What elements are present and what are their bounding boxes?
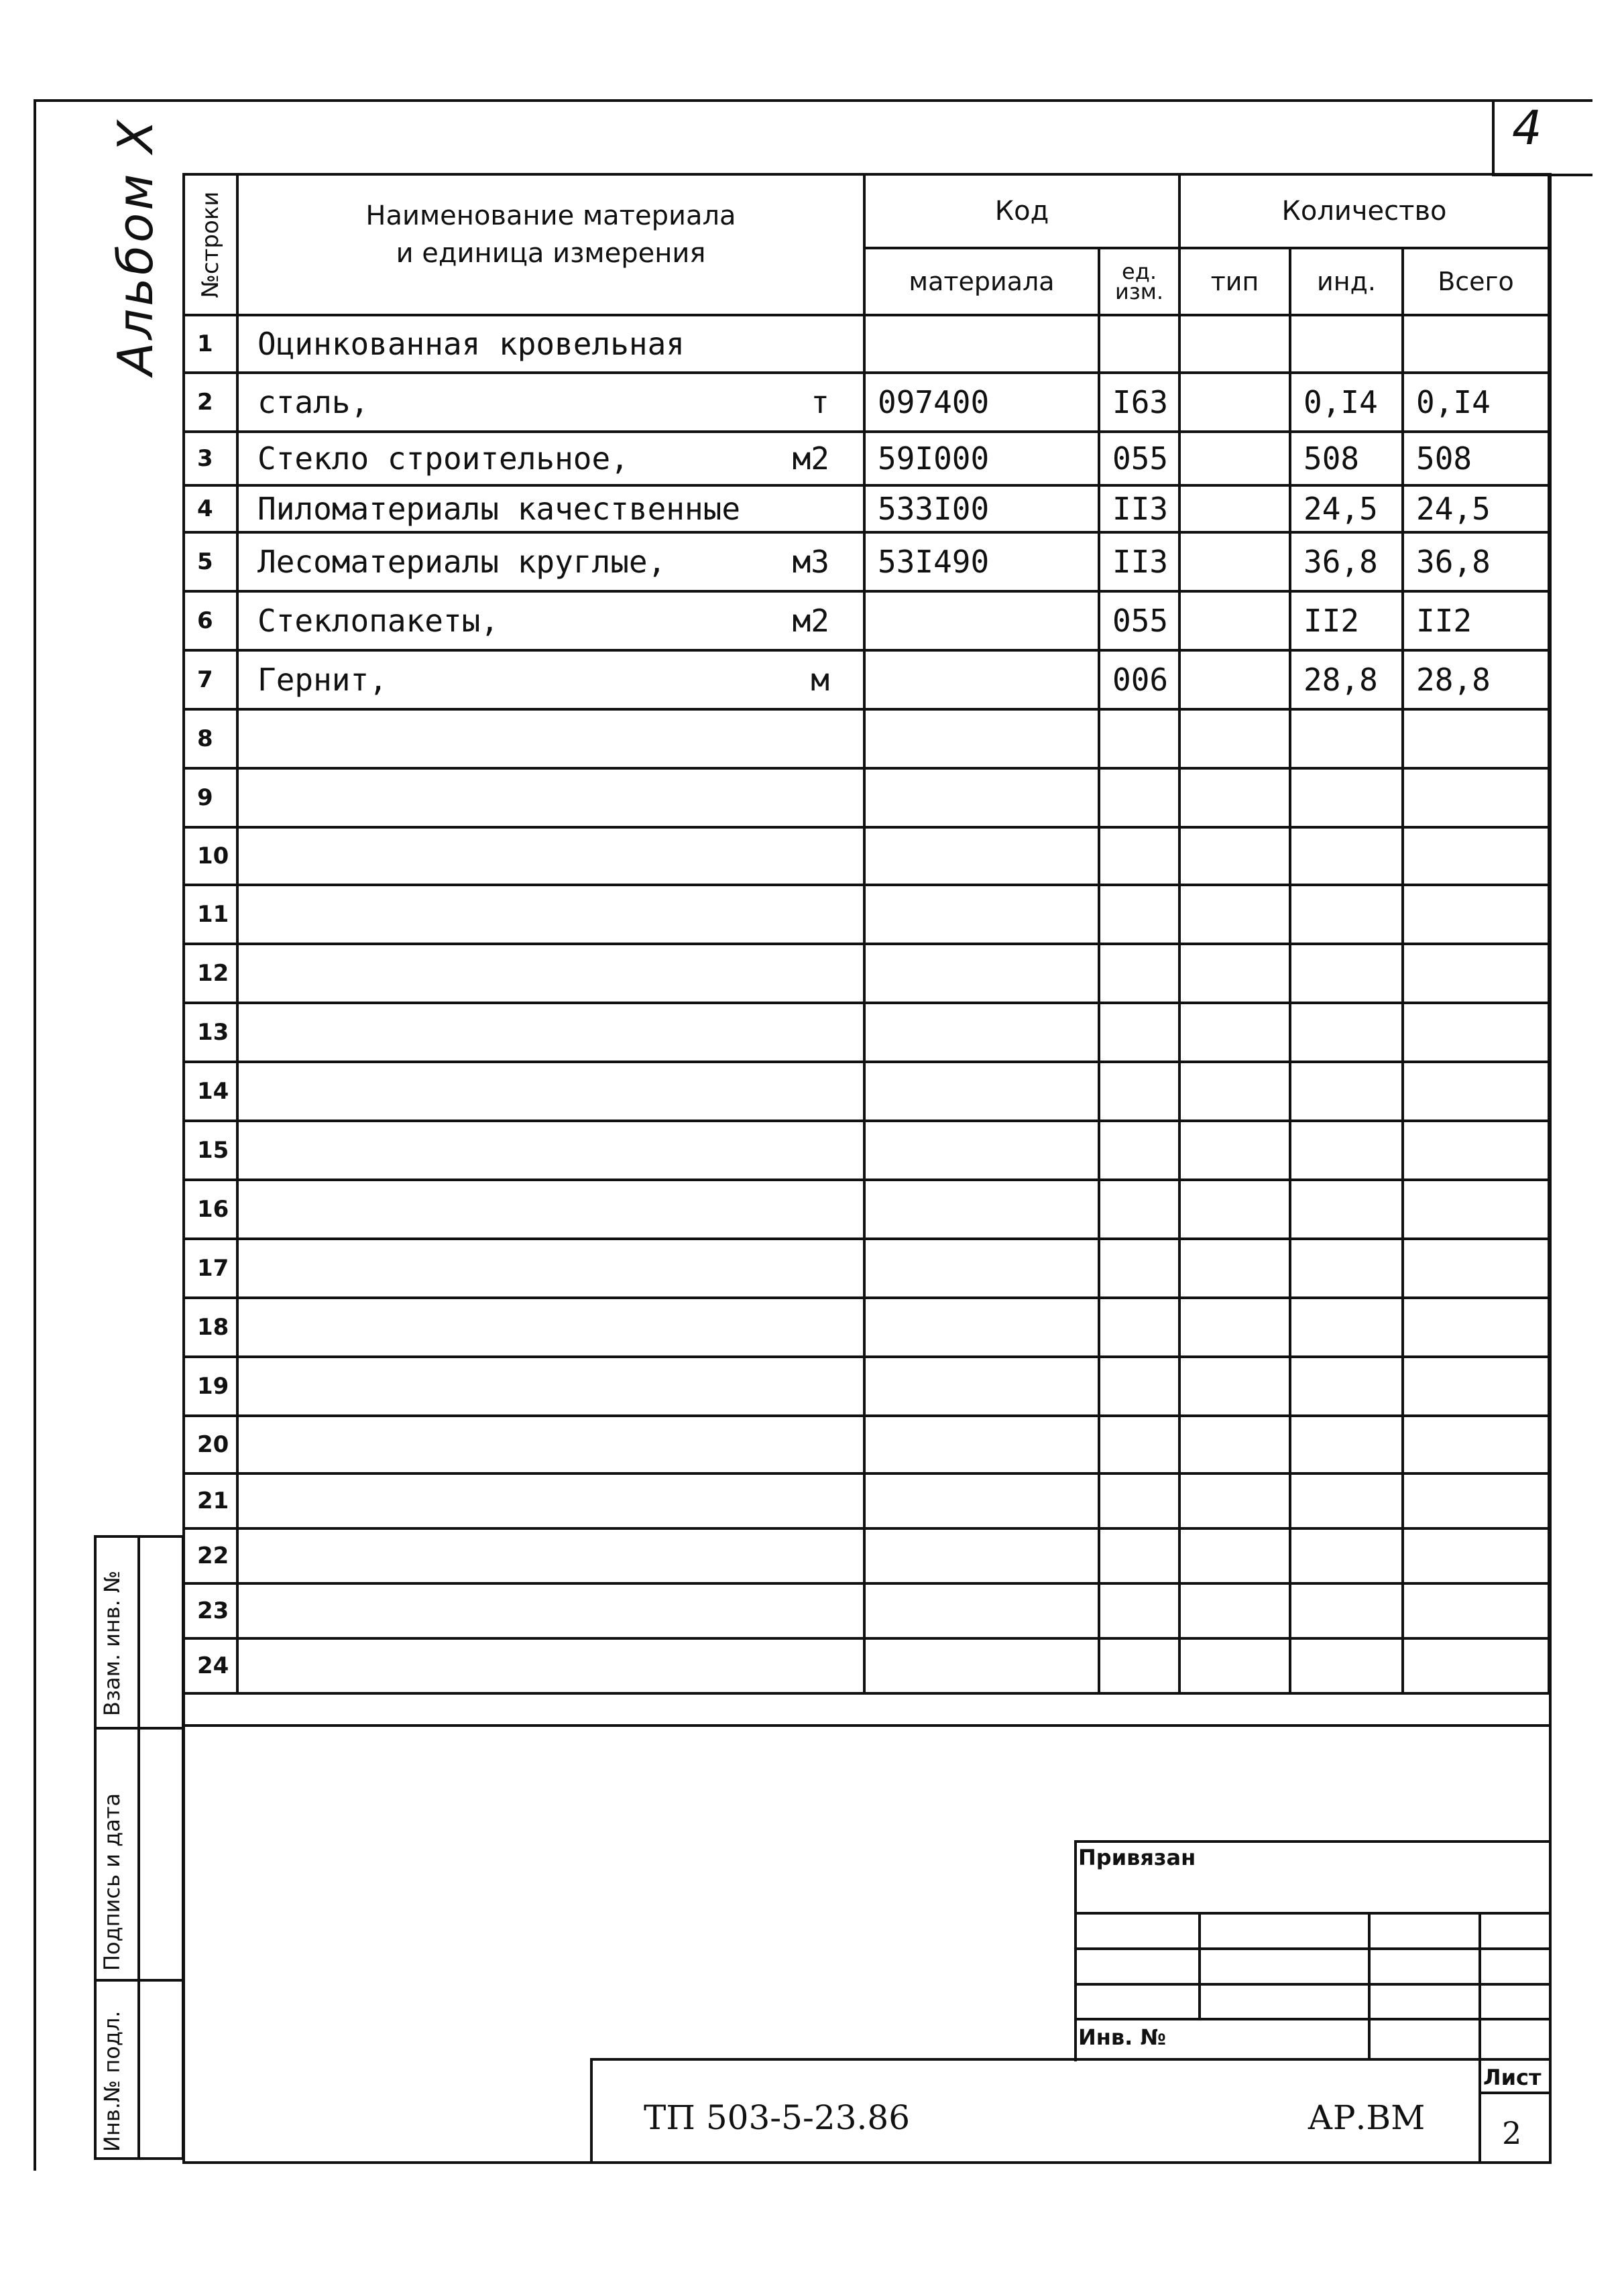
material-code: 53I490	[864, 532, 1099, 591]
row-number: 9	[184, 768, 237, 827]
header-ind: инд.	[1290, 248, 1403, 315]
type-qty	[1179, 432, 1290, 485]
material-name-text: Лесоматериалы круглые,	[257, 544, 666, 580]
material-unit: т	[811, 384, 829, 420]
material-name-text: Оцинкованная кровельная	[257, 326, 685, 362]
table-row	[184, 709, 1549, 768]
table-row	[184, 1416, 1549, 1473]
type-qty	[1179, 1638, 1290, 1693]
material-name	[237, 1003, 864, 1062]
material-code: 097400	[864, 373, 1099, 432]
material-name	[237, 885, 864, 944]
unit-code	[1099, 709, 1179, 768]
header-quantity: Количество	[1179, 174, 1549, 248]
type-qty	[1179, 1528, 1290, 1583]
table-row	[184, 944, 1549, 1003]
total-qty: II2	[1403, 591, 1549, 650]
total-qty	[1403, 768, 1549, 827]
tb-vline-1	[1074, 1840, 1077, 2061]
material-name	[237, 1416, 864, 1473]
row-number: 11	[184, 885, 237, 944]
unit-code	[1099, 1298, 1179, 1357]
type-qty	[1179, 1473, 1290, 1528]
header-material-code: материала	[864, 248, 1099, 315]
side-divider	[137, 1535, 140, 2160]
row-number: 13	[184, 1003, 237, 1062]
unit-code	[1099, 1062, 1179, 1121]
row-number: 23	[184, 1583, 237, 1638]
material-name-text: Стекло строительное,	[257, 440, 629, 477]
material-name	[237, 532, 864, 591]
tb-vline-2	[1198, 1912, 1201, 2018]
table-row	[184, 1180, 1549, 1239]
material-name	[237, 1638, 864, 1693]
unit-code	[1099, 1121, 1179, 1180]
unit-code: 055	[1099, 432, 1179, 485]
table-bottom-line	[182, 1724, 1550, 1727]
ind-qty: 508	[1290, 432, 1403, 485]
material-name	[237, 650, 864, 709]
total-qty	[1403, 1003, 1549, 1062]
material-code	[864, 1121, 1099, 1180]
total-qty	[1403, 1473, 1549, 1528]
material-unit: м	[811, 662, 829, 698]
unit-code	[1099, 1638, 1179, 1693]
row-number: 4	[184, 485, 237, 532]
row-number: 22	[184, 1528, 237, 1583]
type-qty	[1179, 1180, 1290, 1239]
ind-qty: 36,8	[1290, 532, 1403, 591]
unit-code	[1099, 1239, 1179, 1298]
material-code	[864, 315, 1099, 373]
row-number: 16	[184, 1180, 237, 1239]
ind-qty: 28,8	[1290, 650, 1403, 709]
total-qty	[1403, 1528, 1549, 1583]
total-qty	[1403, 709, 1549, 768]
table-row	[184, 532, 1549, 591]
ind-qty	[1290, 709, 1403, 768]
table-row	[184, 650, 1549, 709]
type-qty	[1179, 315, 1290, 373]
material-name	[237, 591, 864, 650]
ind-qty: 24,5	[1290, 485, 1403, 532]
total-qty	[1403, 1357, 1549, 1416]
header-type: тип	[1179, 248, 1290, 315]
total-qty	[1403, 944, 1549, 1003]
unit-code	[1099, 1473, 1179, 1528]
unit-code: 006	[1099, 650, 1179, 709]
material-name	[237, 1298, 864, 1357]
material-name	[237, 827, 864, 885]
material-code	[864, 885, 1099, 944]
total-qty	[1403, 1239, 1549, 1298]
row-number: 7	[184, 650, 237, 709]
row-number: 10	[184, 827, 237, 885]
material-code	[864, 1528, 1099, 1583]
ind-qty	[1290, 315, 1403, 373]
row-number: 24	[184, 1638, 237, 1693]
unit-code	[1099, 885, 1179, 944]
material-name	[237, 944, 864, 1003]
tb-hline-main	[590, 2058, 1552, 2061]
material-code	[864, 1473, 1099, 1528]
total-qty	[1403, 885, 1549, 944]
material-code	[864, 1062, 1099, 1121]
row-number: 14	[184, 1062, 237, 1121]
type-qty	[1179, 885, 1290, 944]
table-row	[184, 591, 1549, 650]
material-code: 533I00	[864, 485, 1099, 532]
material-code	[864, 1003, 1099, 1062]
table-row	[184, 1638, 1549, 1693]
material-name	[237, 1121, 864, 1180]
header-total: Всего	[1403, 248, 1549, 315]
document-mark: АР.ВМ	[1308, 2098, 1426, 2137]
type-qty	[1179, 1239, 1290, 1298]
ind-qty	[1290, 1062, 1403, 1121]
ind-qty	[1290, 885, 1403, 944]
header-material-name: Наименование материала и единица измерения	[237, 174, 864, 315]
total-qty: 24,5	[1403, 485, 1549, 532]
material-name	[237, 768, 864, 827]
ind-qty	[1290, 1473, 1403, 1528]
row-number: 18	[184, 1298, 237, 1357]
material-code	[864, 1583, 1099, 1638]
unit-code: II3	[1099, 485, 1179, 532]
table-row	[184, 432, 1549, 485]
material-unit: м2	[792, 440, 829, 477]
type-qty	[1179, 373, 1290, 432]
page-number-box	[1492, 99, 1592, 176]
ind-qty	[1290, 1583, 1403, 1638]
type-qty	[1179, 591, 1290, 650]
right-border	[1549, 173, 1552, 2164]
material-name	[237, 1357, 864, 1416]
material-name	[237, 432, 864, 485]
ind-qty	[1290, 1638, 1403, 1693]
material-code	[864, 944, 1099, 1003]
type-qty	[1179, 1357, 1290, 1416]
page-number: 4	[1512, 101, 1542, 156]
material-name-text: сталь,	[257, 384, 369, 420]
type-qty	[1179, 768, 1290, 827]
sheet-number: 2	[1502, 2115, 1522, 2151]
ind-qty	[1290, 1180, 1403, 1239]
material-unit: м2	[792, 603, 829, 639]
row-number: 21	[184, 1473, 237, 1528]
ind-qty	[1290, 1416, 1403, 1473]
material-name	[237, 485, 864, 532]
inv-no-label: Инв. №	[1078, 2025, 1166, 2050]
row-number: 1	[184, 315, 237, 373]
unit-code	[1099, 1416, 1179, 1473]
table-row	[184, 1062, 1549, 1121]
ind-qty	[1290, 768, 1403, 827]
row-number: 19	[184, 1357, 237, 1416]
ind-qty	[1290, 1298, 1403, 1357]
type-qty	[1179, 1003, 1290, 1062]
ind-qty	[1290, 1003, 1403, 1062]
row-number: 15	[184, 1121, 237, 1180]
material-name	[237, 709, 864, 768]
side-label-vzam: Взам. инв. №	[99, 1570, 125, 1716]
sheet-label: Лист	[1483, 2065, 1542, 2090]
type-qty	[1179, 944, 1290, 1003]
type-qty	[1179, 485, 1290, 532]
row-number: 17	[184, 1239, 237, 1298]
type-qty	[1179, 709, 1290, 768]
unit-code: 055	[1099, 591, 1179, 650]
material-code	[864, 1357, 1099, 1416]
ind-qty: 0,I4	[1290, 373, 1403, 432]
total-qty	[1403, 315, 1549, 373]
type-qty	[1179, 1298, 1290, 1357]
left-inner-border	[182, 173, 185, 2164]
material-code	[864, 827, 1099, 885]
unit-code	[1099, 1180, 1179, 1239]
tb-hline-1	[1074, 1840, 1552, 1843]
total-qty: 508	[1403, 432, 1549, 485]
material-name	[237, 315, 864, 373]
unit-code: I63	[1099, 373, 1179, 432]
header-unit-code: ед. изм.	[1099, 248, 1179, 315]
material-code	[864, 1298, 1099, 1357]
type-qty	[1179, 650, 1290, 709]
unit-code	[1099, 1003, 1179, 1062]
table-row	[184, 485, 1549, 532]
material-code: 59I000	[864, 432, 1099, 485]
ind-qty	[1290, 1528, 1403, 1583]
bottom-border	[182, 2161, 1552, 2164]
table-row	[184, 315, 1549, 373]
material-name	[237, 1062, 864, 1121]
material-name	[237, 1528, 864, 1583]
total-qty	[1403, 827, 1549, 885]
type-qty	[1179, 1416, 1290, 1473]
tb-vline-3	[1368, 1912, 1371, 2061]
total-qty	[1403, 1416, 1549, 1473]
unit-code	[1099, 1583, 1179, 1638]
side-label-podpis: Подпись и дата	[99, 1793, 125, 1971]
total-qty	[1403, 1062, 1549, 1121]
type-qty	[1179, 827, 1290, 885]
material-code	[864, 768, 1099, 827]
unit-code	[1099, 1528, 1179, 1583]
row-number: 12	[184, 944, 237, 1003]
material-name	[237, 373, 864, 432]
unit-code	[1099, 1357, 1179, 1416]
total-qty	[1403, 1583, 1549, 1638]
material-name-text: Гернит,	[257, 662, 388, 698]
ind-qty: II2	[1290, 591, 1403, 650]
total-qty	[1403, 1121, 1549, 1180]
ind-qty	[1290, 1121, 1403, 1180]
total-qty: 28,8	[1403, 650, 1549, 709]
material-code	[864, 1180, 1099, 1239]
material-name	[237, 1180, 864, 1239]
type-qty	[1179, 532, 1290, 591]
material-code	[864, 1416, 1099, 1473]
material-name	[237, 1473, 864, 1528]
tb-vline-4	[1478, 1912, 1481, 2163]
total-qty	[1403, 1298, 1549, 1357]
privyazan-label: Привязан	[1078, 1845, 1196, 1870]
side-label-inv: Инв.№ подл.	[99, 2010, 125, 2152]
row-number: 6	[184, 591, 237, 650]
table-row	[184, 1003, 1549, 1062]
unit-code: II3	[1099, 532, 1179, 591]
table-row	[184, 768, 1549, 827]
tb-hline-sheet	[1478, 2092, 1552, 2094]
table-row	[184, 1473, 1549, 1528]
table-row	[184, 885, 1549, 944]
material-name-text: Пиломатериалы качественные	[257, 491, 741, 527]
material-name	[237, 1239, 864, 1298]
row-number: 8	[184, 709, 237, 768]
row-number: 3	[184, 432, 237, 485]
table-row	[184, 1239, 1549, 1298]
material-code	[864, 1239, 1099, 1298]
ind-qty	[1290, 944, 1403, 1003]
ind-qty	[1290, 827, 1403, 885]
material-name-text: Стеклопакеты,	[257, 603, 500, 639]
table-row	[184, 373, 1549, 432]
total-qty	[1403, 1180, 1549, 1239]
material-code	[864, 1638, 1099, 1693]
table-row	[184, 1357, 1549, 1416]
material-name	[237, 1583, 864, 1638]
ind-qty	[1290, 1357, 1403, 1416]
material-code	[864, 591, 1099, 650]
total-qty	[1403, 1638, 1549, 1693]
unit-code	[1099, 315, 1179, 373]
total-qty: 0,I4	[1403, 373, 1549, 432]
header-row-number: №строки	[184, 174, 237, 315]
material-unit: м3	[792, 544, 829, 580]
table-row	[184, 1298, 1549, 1357]
header-code: Код	[864, 174, 1179, 248]
total-qty: 36,8	[1403, 532, 1549, 591]
album-label: Альбом X	[107, 117, 164, 375]
material-code	[864, 709, 1099, 768]
table-row	[184, 1121, 1549, 1180]
row-number: 20	[184, 1416, 237, 1473]
table-row	[184, 1583, 1549, 1638]
type-qty	[1179, 1121, 1290, 1180]
document-code: ТП 503-5-23.86	[644, 2098, 911, 2137]
row-number: 5	[184, 532, 237, 591]
material-code	[864, 650, 1099, 709]
unit-code	[1099, 827, 1179, 885]
unit-code	[1099, 768, 1179, 827]
ind-qty	[1290, 1239, 1403, 1298]
type-qty	[1179, 1062, 1290, 1121]
unit-code	[1099, 944, 1179, 1003]
tb-vline-main	[590, 2058, 593, 2163]
table-row	[184, 827, 1549, 885]
row-number: 2	[184, 373, 237, 432]
type-qty	[1179, 1583, 1290, 1638]
table-row	[184, 1528, 1549, 1583]
materials-table	[182, 173, 1550, 1695]
